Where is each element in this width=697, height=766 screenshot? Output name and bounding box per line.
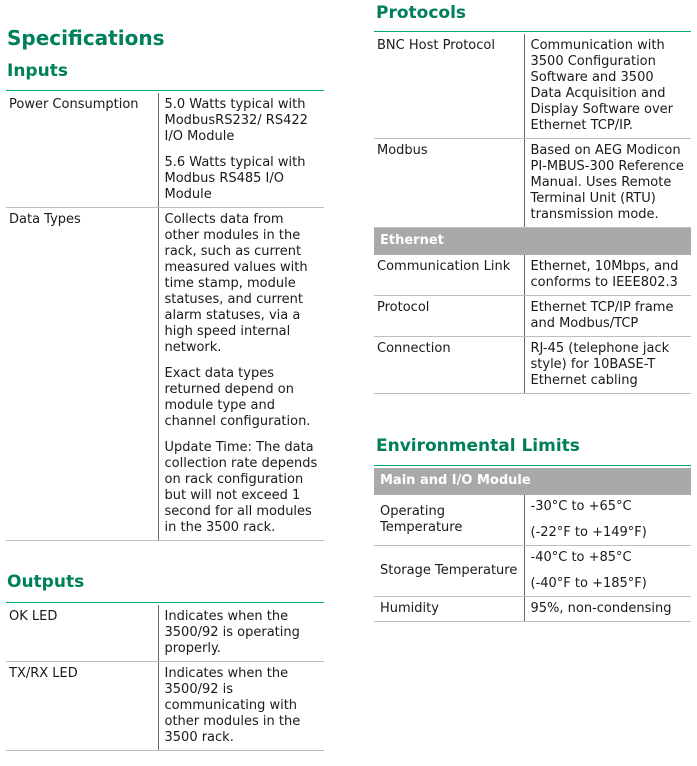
row-label: Operating Temperature <box>374 495 524 546</box>
value-text: 5.0 Watts typical with ModbusRS232/ RS422 I/O Module <box>164 97 308 144</box>
environmental-table <box>374 468 691 622</box>
table-row <box>374 139 691 228</box>
table-row <box>374 34 691 139</box>
table-row <box>6 605 324 662</box>
row-label: Connection <box>374 337 524 394</box>
row-value <box>524 597 691 622</box>
inputs-heading: Inputs <box>7 61 68 81</box>
table-row <box>374 296 691 337</box>
protocols-heading: Protocols <box>376 3 467 23</box>
row-value <box>524 546 691 597</box>
row-label: Modbus <box>374 139 524 228</box>
table-row <box>374 337 691 394</box>
inputs-divider <box>6 90 324 91</box>
table-row <box>6 208 324 541</box>
outputs-table <box>6 605 324 751</box>
row-value <box>524 495 691 546</box>
page-title: Specifications <box>7 26 165 50</box>
protocols-divider <box>374 31 691 32</box>
row-label: Storage Temperature <box>374 546 524 597</box>
row-label: TX/RX LED <box>6 662 158 751</box>
value-text: -40°C to +85°C <box>530 550 632 565</box>
row-value: Indicates when the 3500/92 is communicating with other modules in the 3500 rack. <box>158 662 324 751</box>
table-row <box>374 597 691 622</box>
value-text: Collects data from other modules in the rack, such as current measured values with time stamp, module statuses, and current alarm statuses, via a high speed internal network. <box>164 212 308 355</box>
table-row <box>6 93 324 208</box>
environmental-heading: Environmental Limits <box>376 436 580 456</box>
inputs-table <box>6 93 324 541</box>
row-value: Indicates when the 3500/92 is operating properly. <box>158 605 324 662</box>
row-label: OK LED <box>6 605 158 662</box>
value-text: -30°C to +65°C <box>530 499 632 514</box>
value-text: 5.6 Watts typical with Modbus RS485 I/O Module <box>164 155 306 202</box>
row-label: Humidity <box>374 597 524 622</box>
outputs-divider <box>6 602 324 603</box>
protocols-table <box>374 34 691 394</box>
row-label: Data Types <box>6 208 158 541</box>
table-row <box>6 662 324 751</box>
value-text: (-40°F to +185°F) <box>530 576 647 591</box>
row-value: RJ-45 (telephone jack style) for 10BASE-T Ethernet cabling <box>524 337 691 394</box>
row-value: Ethernet, 10Mbps, and conforms to IEEE802.3 <box>524 255 691 296</box>
row-value: Communication with 3500 Configuration Software and 3500 Data Acquisition and Display Software over Ethernet TCP/IP. <box>524 34 691 139</box>
ethernet-header: Ethernet <box>374 228 691 255</box>
row-value: Ethernet TCP/IP frame and Modbus/TCP <box>524 296 691 337</box>
module-header: Main and I/O Module <box>374 468 691 495</box>
outputs-heading: Outputs <box>7 572 85 592</box>
value-text: Update Time: The data collection rate depends on rack configuration but will not exceed 1 second for all modules in the 3500 rack. <box>164 440 318 535</box>
table-row <box>374 546 691 597</box>
row-value: Based on AEG Modicon PI-MBUS-300 Reference Manual. Uses Remote Terminal Unit (RTU) transmission mode. <box>524 139 691 228</box>
row-value <box>158 93 324 208</box>
section-header-row <box>374 468 691 495</box>
environmental-divider <box>374 465 691 466</box>
table-row <box>374 495 691 546</box>
value-text: Exact data types returned depend on module type and channel configuration. <box>164 366 311 429</box>
row-label: BNC Host Protocol <box>374 34 524 139</box>
value-text: 95%, non-condensing <box>530 601 672 616</box>
table-row <box>374 255 691 296</box>
row-label: Power Consumption <box>6 93 158 208</box>
row-label: Communication Link <box>374 255 524 296</box>
row-value <box>158 208 324 541</box>
row-label: Protocol <box>374 296 524 337</box>
section-header-row <box>374 228 691 255</box>
value-text: (-22°F to +149°F) <box>530 525 647 540</box>
